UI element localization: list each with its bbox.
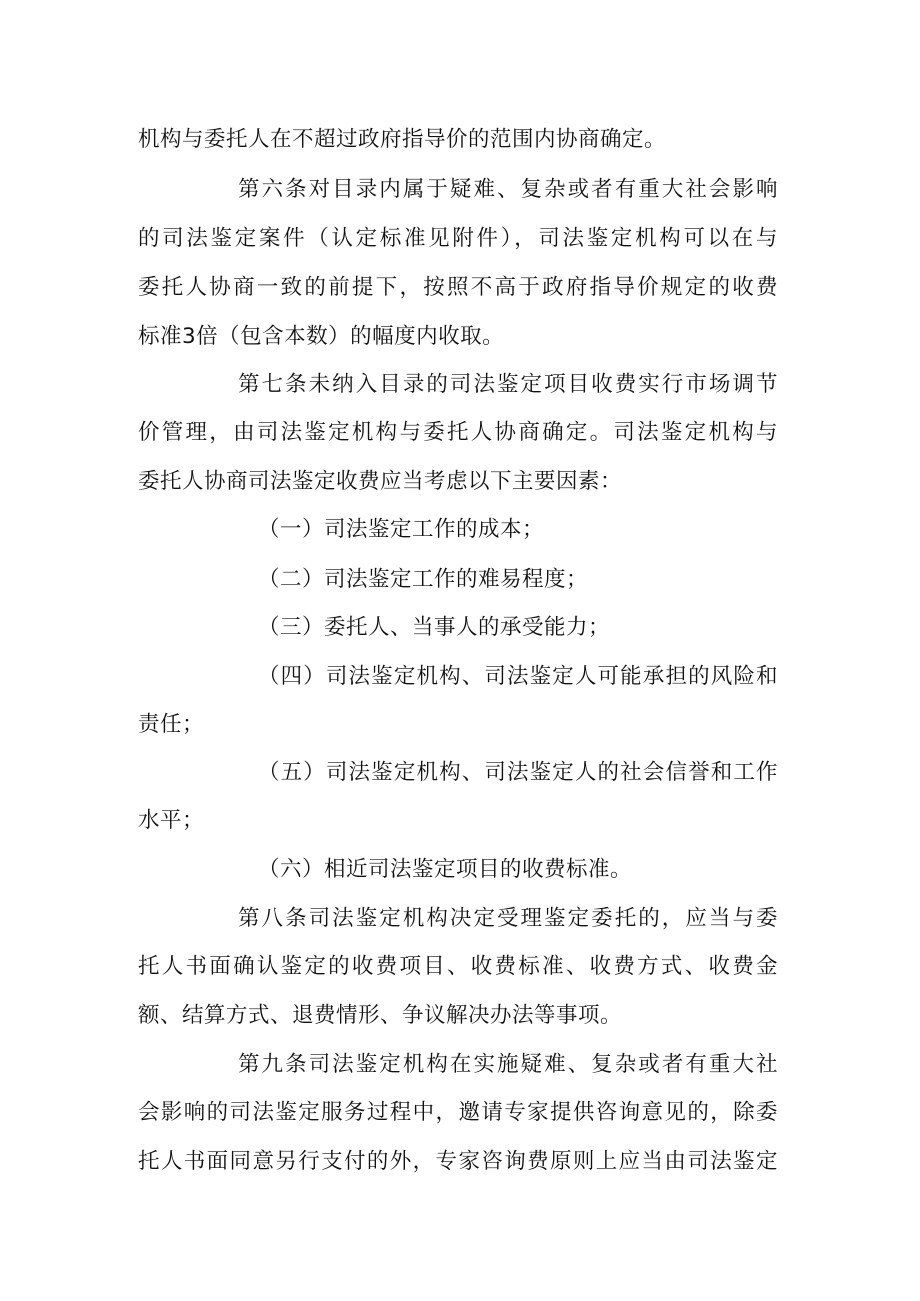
article-9-heading-line: 第九条司法鉴定机构在实施疑难、复杂或者有重大社 <box>238 1052 778 1077</box>
text-line: 委托人协商司法鉴定收费应当考虑以下主要因素： <box>138 469 623 494</box>
list-item: （六）相近司法鉴定项目的收费标准。 <box>258 857 633 882</box>
text-line: 委托人协商一致的前提下，按照不高于政府指导价规定的收费 <box>138 275 778 300</box>
list-item: （四）司法鉴定机构、司法鉴定人可能承担的风险和 <box>258 664 778 689</box>
list-item: （三）委托人、当事人的承受能力； <box>258 615 611 640</box>
text-line: 标准3倍（包含本数）的幅度内收取。 <box>138 324 505 349</box>
list-item: （一）司法鉴定工作的成本； <box>258 517 545 542</box>
article-7-heading-line: 第七条未纳入目录的司法鉴定项目收费实行市场调节 <box>238 372 778 397</box>
article-6-heading-line: 第六条对目录内属于疑难、复杂或者有重大社会影响 <box>238 177 778 202</box>
text-line: 机构与委托人在不超过政府指导价的范围内协商确定。 <box>138 127 667 152</box>
text-line: 的司法鉴定案件（认定标准见附件），司法鉴定机构可以在与 <box>138 226 778 251</box>
text-line: 额、结算方式、退费情形、争议解决办法等事项。 <box>138 1003 623 1028</box>
article-8-heading-line: 第八条司法鉴定机构决定受理鉴定委托的，应当与委 <box>238 906 778 931</box>
list-item: （二）司法鉴定工作的难易程度； <box>258 567 589 592</box>
text-line: 价管理，由司法鉴定机构与委托人协商确定。司法鉴定机构与 <box>138 420 778 445</box>
text-line: 会影响的司法鉴定服务过程中，邀请专家提供咨询意见的，除委 <box>138 1100 778 1125</box>
text-line: 托人书面同意另行支付的外，专家咨询费原则上应当由司法鉴定 <box>138 1149 778 1174</box>
list-item: （五）司法鉴定机构、司法鉴定人的社会信誉和工作 <box>258 760 778 785</box>
list-item-continuation: 责任； <box>138 712 205 737</box>
text-line: 托人书面确认鉴定的收费项目、收费标准、收费方式、收费金 <box>138 954 778 979</box>
list-item-continuation: 水平； <box>138 808 205 833</box>
